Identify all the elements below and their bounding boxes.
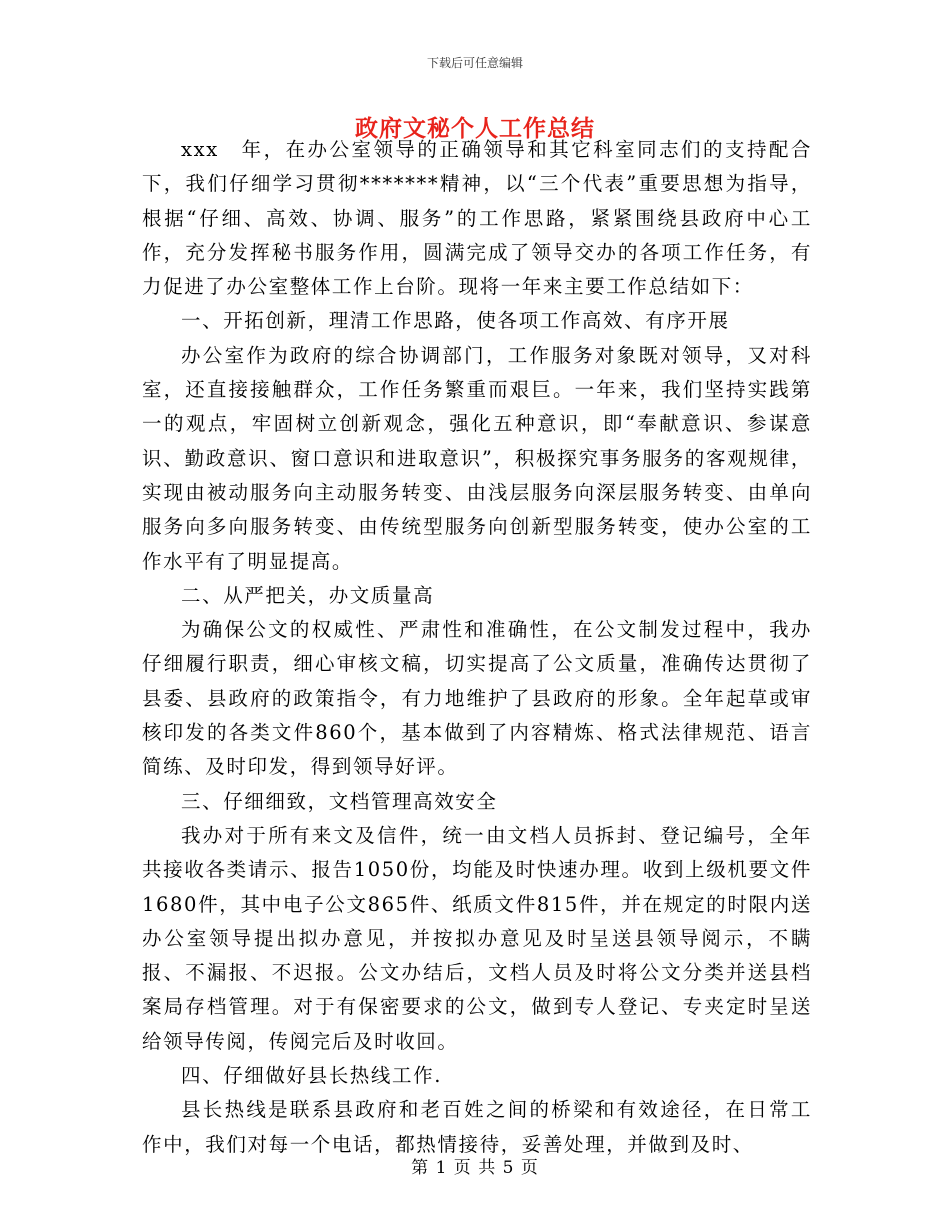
document-body — [142, 133, 812, 1162]
paragraph-intro: xxx 年，在办公室领导的正确领导和其它科室同志们的支持配合下，我们仔细学习贯彻*******精神，以“三个代表”重要思想为指导，根据“仔细、高效、协调、服务”的工作思路，紧紧围绕县政府中心工作，充分发挥秘书服务作用，圆满完成了领导交办的各项工作任务，有力促进了办公室整体工作上台阶。现将一年来主要工作总结如下： — [142, 138, 812, 299]
paragraph-section-1: 办公室作为政府的综合协调部门，工作服务对象既对领导，又对科室，还直接接触群众，工作任务繁重而艰巨。一年来，我们坚持实践第一的观点，牢固树立创新观念，强化五种意识，即“奉献意识、参谋意识、勤政意识、窗口意识和进取意识”，积极探究事务服务的客观规律，实现由被动服务向主动服务转变、由浅层服务向深层服务转变、由单向服务向多向服务转变、由传统型服务向创新型服务转变，使办公室的工作水平有了明显提高。 — [142, 343, 812, 573]
page-footer: 第 1 页 共 5 页 — [411, 1158, 539, 1178]
header-note: 下载后可任意编辑 — [426, 56, 523, 70]
paragraph-section-4: 县长热线是联系县政府和老百姓之间的桥梁和有效途径，在日常工作中，我们对每一个电话，都热情接待，妥善处理，并做到及时、 — [142, 1098, 812, 1156]
section-heading-3: 三、仔细细致，文档管理高效安全 — [181, 789, 498, 813]
paragraph-section-2: 为确保公文的权威性、严肃性和准确性，在公文制发过程中，我办仔细履行职责，细心审核文稿，切实提高了公文质量，准确传达贯彻了县委、县政府的政策指令，有力地维护了县政府的形象。全年起草或审核印发的各类文件860个，基本做到了内容精炼、格式法律规范、语言简练、及时印发，得到领导好评。 — [142, 618, 812, 779]
section-heading-4: 四、仔细做好县长热线工作. — [181, 1064, 442, 1088]
section-heading-1: 一、开拓创新，理清工作思路，使各项工作高效、有序开展 — [181, 309, 730, 333]
document-title: 政府文秘个人工作总结 — [355, 115, 595, 142]
paragraph-section-3: 我办对于所有来文及信件，统一由文档人员拆封、登记编号，全年共接收各类请示、报告1050份，均能及时快速办理。收到上级机要文件1680件，其中电子公文865件、纸质文件815件，并在规定的时限内送办公室领导提出拟办意见，并按拟办意见及时呈送县领导阅示，不瞒报、不漏报、不迟报。公文办结后，文档人员及时将公文分类并送县档案局存档管理。对于有保密要求的公文，做到专人登记、专夹定时呈送给领导传阅，传阅完后及时收回。 — [142, 823, 812, 1053]
section-heading-2: 二、从严把关，办文质量高 — [181, 583, 435, 607]
